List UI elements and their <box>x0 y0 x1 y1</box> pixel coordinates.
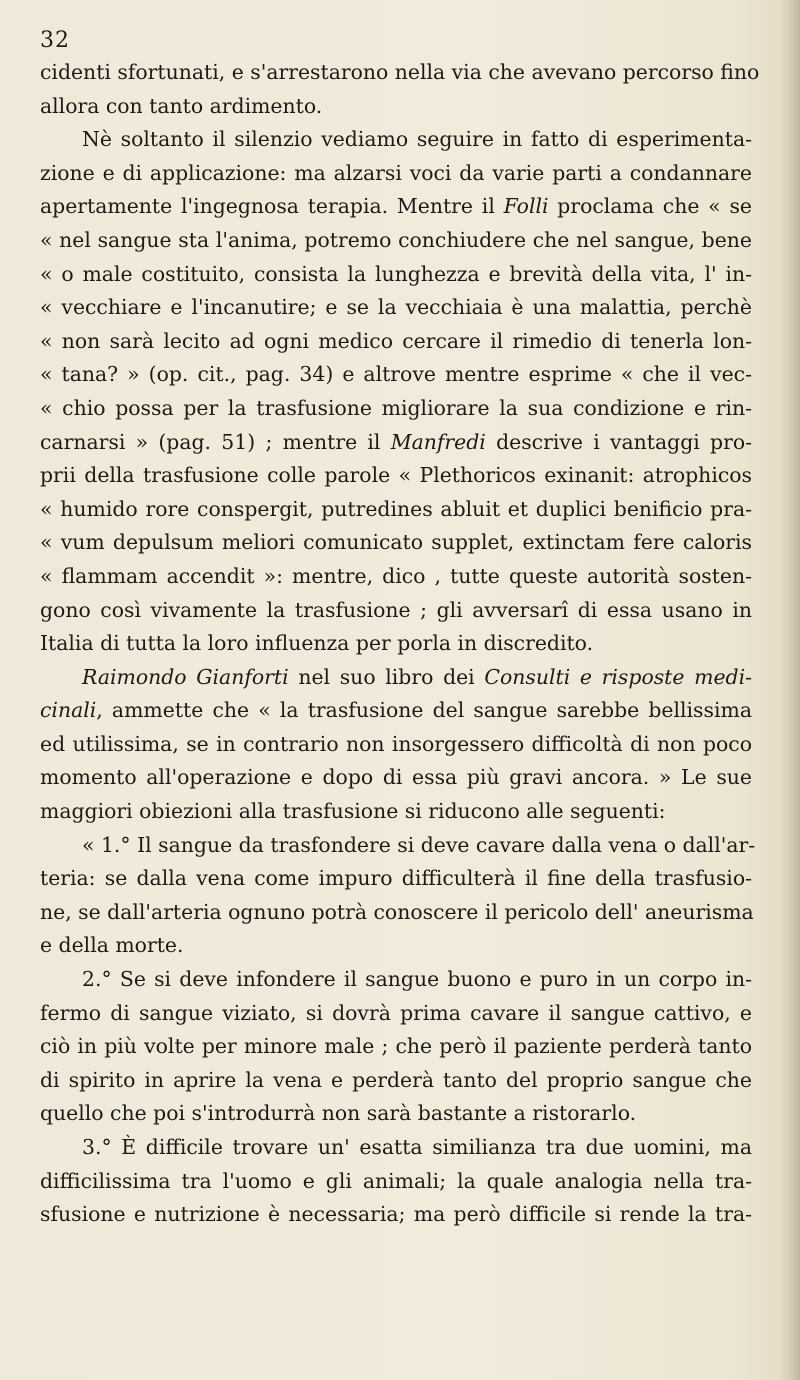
text-line <box>40 661 752 695</box>
text-run: apertamente l'ingegnosa terapia. Mentre il <box>40 194 504 219</box>
text-line <box>40 123 752 157</box>
text-run: 2.° Se si deve infondere il sangue buono e puro in un corpo in- <box>82 967 752 992</box>
text-line <box>40 594 752 628</box>
text-run: sfusione e nutrizione è necessaria; ma però difficile si rende la tra- <box>40 1202 752 1227</box>
text-line <box>40 291 752 325</box>
italic-text: Raimondo Gianforti <box>82 664 289 689</box>
italic-text: Folli <box>503 194 549 219</box>
text-line <box>40 90 752 124</box>
text-line <box>40 1064 752 1098</box>
text-run: « chio possa per la trasfusione migliorare la sua condizione e rin- <box>40 395 752 420</box>
text-line <box>40 493 752 527</box>
text-run: descrive i vantaggi pro- <box>485 429 753 454</box>
text-run: 3.° È difficile trovare un' esatta similianza tra due uomini, ma <box>82 1135 752 1159</box>
text-run: maggiori obiezioni alla trasfusione si riducono alle seguenti: <box>40 799 666 824</box>
text-run: gono così vivamente la trasfusione ; gli avversarî di essa usano in <box>40 597 752 622</box>
text-run: zione e di applicazione: ma alzarsi voci da varie parti a condannare <box>40 160 752 185</box>
page-number: 32 <box>40 28 70 53</box>
text-line <box>40 224 752 258</box>
text-line <box>40 1198 752 1232</box>
italic-text: Manfredi <box>390 429 486 454</box>
text-run: fermo di sangue viziato, si dovrà prima cavare il sangue cattivo, e <box>40 1000 752 1025</box>
text-line <box>40 963 752 997</box>
text-line <box>40 829 756 863</box>
text-run: « vum depulsum meliori comunicato supplet, extinctam fere caloris <box>40 530 752 555</box>
text-run: ed utilissima, se in contrario non insorgessero difficoltà di non poco <box>40 731 752 756</box>
text-line <box>40 627 752 661</box>
text-run: « non sarà lecito ad ogni medico cercare il rimedio di tenerla lon- <box>40 328 752 353</box>
text-line <box>40 694 752 728</box>
text-line <box>40 795 752 829</box>
text-run: difficilissima tra l'uomo e gli animali; la quale analogia nella tra- <box>40 1168 752 1193</box>
text-line <box>40 325 752 359</box>
text-run: « humido rore conspergit, putredines abluit et duplici benificio pra- <box>40 496 752 521</box>
text-line <box>40 526 752 560</box>
text-run: e della morte. <box>40 933 184 958</box>
text-line <box>40 258 752 292</box>
italic-text: cinali <box>40 698 97 723</box>
text-run: « flammam accendit »: mentre, dico , tutte queste autorità sosten- <box>40 563 752 588</box>
text-line <box>40 1097 752 1131</box>
text-run: « nel sangue sta l'anima, potremo conchiudere che nel sangue, bene <box>40 227 752 252</box>
page-edge-shadow <box>778 0 800 1380</box>
text-line <box>40 358 752 392</box>
text-run: allora con tanto ardimento. <box>40 93 323 118</box>
text-line <box>40 1030 752 1064</box>
text-run: nel suo libro dei <box>288 664 485 689</box>
text-line <box>40 862 752 896</box>
text-line <box>40 426 752 460</box>
text-run: proclama che « se <box>548 194 752 219</box>
text-line <box>40 1165 752 1199</box>
text-line <box>40 190 752 224</box>
text-run: prii della trasfusione colle parole « Plethoricos exinanit: atrophicos <box>40 463 752 488</box>
text-run: « tana? » (op. cit., pag. 34) e altrove mentre esprime « che il vec- <box>40 362 752 387</box>
text-run: cidenti sfortunati, e s'arrestarono nella via che avevano percorso fino <box>40 60 760 84</box>
text-run: ciò in più volte per minore male ; che però il paziente perderà tanto <box>40 1034 752 1059</box>
text-run: carnarsi » (pag. 51) ; mentre il <box>40 429 391 454</box>
body-text <box>40 56 760 1232</box>
italic-text: Consulti e risposte medi- <box>484 664 752 689</box>
text-run: Nè soltanto il silenzio vediamo seguire in fatto di esperimenta- <box>82 127 752 152</box>
text-run: « o male costituito, consista la lunghezza e brevità della vita, l' in- <box>40 261 752 286</box>
text-line <box>40 728 752 762</box>
text-run: ne, se dall'arteria ognuno potrà conoscere il pericolo dell' aneurisma <box>40 899 754 924</box>
text-line <box>40 459 752 493</box>
text-line <box>40 1131 752 1165</box>
text-run: momento all'operazione e dopo di essa più gravi ancora. » Le sue <box>40 765 752 790</box>
text-run: « 1.° Il sangue da trasfondere si deve cavare dalla vena o dall'ar- <box>82 832 756 857</box>
text-run: di spirito in aprire la vena e perderà tanto del proprio sangue che <box>40 1067 752 1092</box>
text-line <box>40 929 752 963</box>
text-line <box>40 560 752 594</box>
text-run: « vecchiare e l'incanutire; e se la vecchiaia è una malattia, perchè <box>40 295 752 320</box>
text-line <box>40 56 760 90</box>
text-line <box>40 761 752 795</box>
text-run: , ammette che « la trasfusione del sangue sarebbe bellissima <box>96 698 752 723</box>
text-run: Italia di tutta la loro influenza per porla in discredito. <box>40 631 594 656</box>
text-line <box>40 896 752 930</box>
text-line <box>40 392 752 426</box>
text-run: teria: se dalla vena come impuro difficulterà il fine della trasfusio- <box>40 866 752 891</box>
text-line <box>40 997 752 1031</box>
text-run: quello che poi s'introdurrà non sarà bastante a ristorarlo. <box>40 1101 637 1126</box>
text-line <box>40 157 752 191</box>
